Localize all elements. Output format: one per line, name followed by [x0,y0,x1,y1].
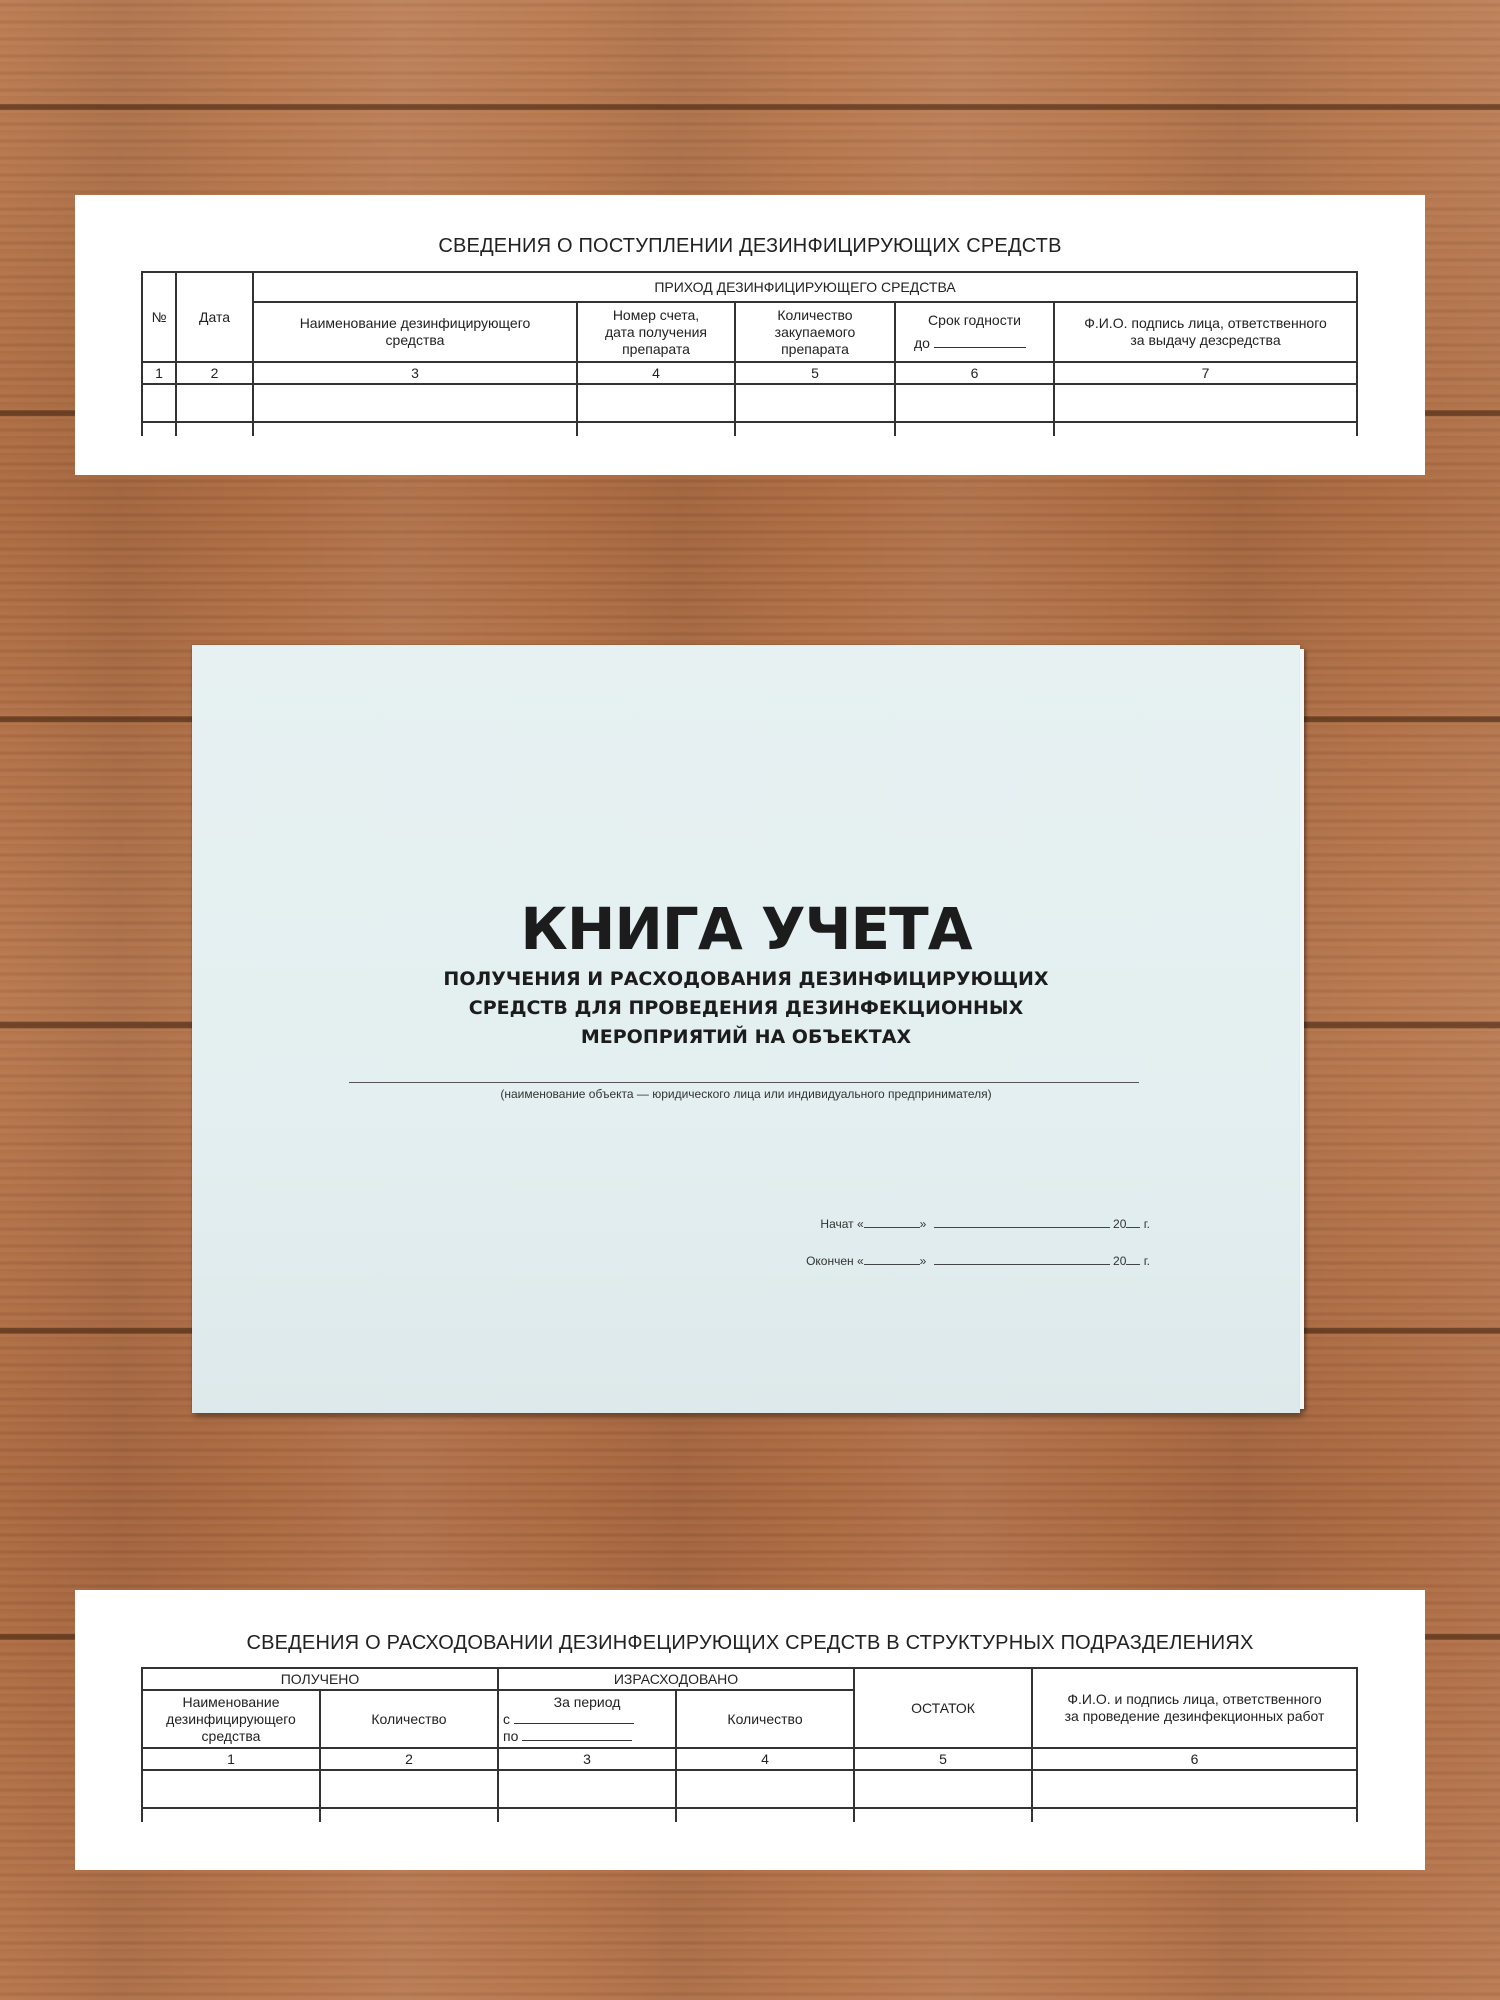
usage-sheet-title: СВЕДЕНИЯ О РАСХОДОВАНИИ ДЕЗИНФЕЦИРУЮЩИХ СРЕДСТВ В СТРУКТУРНЫХ ПОДРАЗДЕЛЕНИЯХ [246,1632,1254,1654]
column-number: 1 [142,362,176,384]
column-number: 3 [253,362,577,384]
col-name-header: Наименование дезинфицирующего средства [142,1690,320,1748]
receipt-group-header: ПРИХОД ДЕЗИНФИЦИРУЮЩЕГО СРЕДСТВА [253,272,1357,302]
book-cover [192,645,1300,1413]
cover-title: КНИГА УЧЕТА [520,895,972,963]
object-name-caption: (наименование объекта — юридического лица или индивидуального предпринимателя) [500,1087,992,1101]
col-invoice-header: Номер счета, дата получения препарата [577,302,735,362]
receipt-sheet-title: СВЕДЕНИЯ О ПОСТУПЛЕНИИ ДЕЗИНФИЦИРУЮЩИХ СРЕДСТВ [438,235,1062,257]
col-balance-header: ОСТАТОК [854,1668,1032,1748]
page-edge [1300,649,1304,1409]
column-number: 5 [854,1748,1032,1770]
column-number: 4 [577,362,735,384]
usage-sheet [75,1590,1425,1870]
column-number: 5 [735,362,895,384]
receipt-table [141,271,1358,436]
object-name-line [349,1082,1139,1083]
table-row [142,1770,1357,1808]
column-number: 3 [498,1748,676,1770]
spent-group-header: ИЗРАСХОДОВАНО [498,1668,854,1690]
col-quantity-header: Количество закупаемого препарата [735,302,895,362]
column-number: 6 [895,362,1054,384]
table-row [142,1808,1357,1822]
receipt-sheet [75,195,1425,475]
col-signature-header: Ф.И.О. подпись лица, ответственного за выдачу дезсредства [1054,302,1357,362]
col-quantity-received-header: Количество [320,1690,498,1748]
start-date-line: Начат « » 20 г. [820,1217,1150,1231]
column-number: 2 [176,362,253,384]
col-period-header: За период с по [498,1690,676,1748]
column-number-row [142,362,1357,384]
column-number: 4 [676,1748,854,1770]
col-expiry-header: Срок годности до [895,302,1054,362]
col-signature-header: Ф.И.О. и подпись лица, ответственного за проведение дезинфекционных работ [1032,1668,1357,1748]
cover-subtitle: ПОЛУЧЕНИЯ И РАСХОДОВАНИЯ ДЕЗИНФИЦИРУЮЩИХ СРЕДСТВ ДЛЯ ПРОВЕДЕНИЯ ДЕЗИНФЕКЦИОННЫХ МЕРОПРИЯТИЙ НА ОБЪЕКТАХ [443,968,1049,1048]
column-number: 7 [1054,362,1357,384]
col-no-header: № [142,272,176,362]
col-quantity-spent-header: Количество [676,1690,854,1748]
table-row [142,384,1357,422]
received-group-header: ПОЛУЧЕНО [142,1668,498,1690]
table-row [142,422,1357,436]
end-date-line: Окончен « » 20 г. [806,1254,1150,1268]
usage-table [141,1667,1358,1822]
column-number: 6 [1032,1748,1357,1770]
col-date-header: Дата [176,272,253,362]
column-number-row [142,1748,1357,1770]
col-name-header: Наименование дезинфицирующего средства [253,302,577,362]
column-number: 2 [320,1748,498,1770]
column-number: 1 [142,1748,320,1770]
